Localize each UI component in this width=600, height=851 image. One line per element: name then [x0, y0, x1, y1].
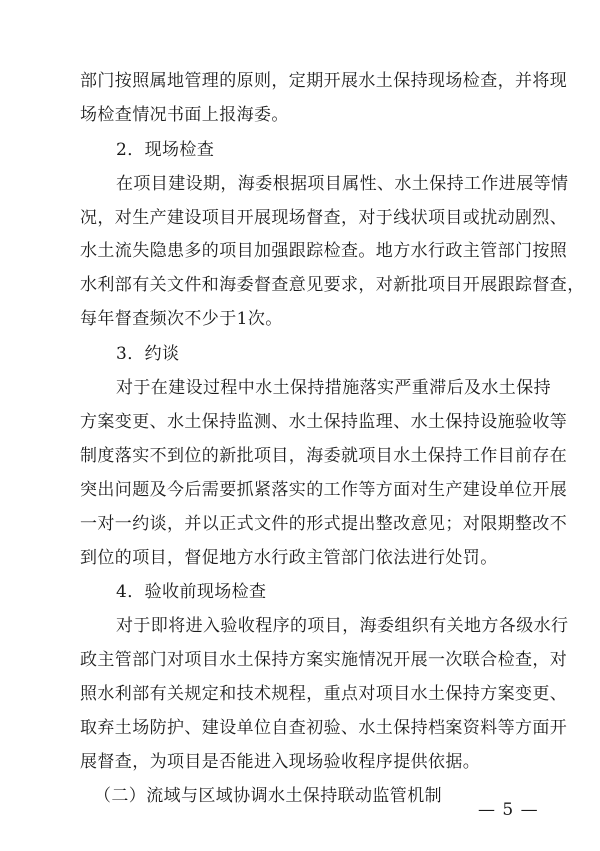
- subheading-pre-acceptance-inspection: 4．验收前现场检查: [116, 582, 267, 602]
- subheading-interview: 3．约谈: [116, 344, 180, 364]
- paragraph-line: 场检查情况书面上报海委。: [80, 105, 289, 125]
- paragraph-line: 对于即将进入验收程序的项目，海委组织有关地方各级水行: [116, 616, 569, 636]
- subheading-site-inspection: 2．现场检查: [116, 140, 215, 160]
- paragraph-line: 到位的项目，督促地方水行政主管部门依法进行处罚。: [80, 548, 498, 568]
- paragraph-line: 部门按照属地管理的原则，定期开展水土保持现场检查，并将现: [80, 71, 568, 91]
- paragraph-line: 对于在建设过程中水土保持措施落实严重滞后及水土保持: [116, 378, 551, 398]
- paragraph-line: 制度落实不到位的新批项目，海委就项目水土保持工作目前存在: [80, 446, 568, 466]
- paragraph-line: 方案变更、水土保持监测、水土保持监理、水土保持设施验收等: [80, 412, 568, 432]
- paragraph-line: 政主管部门对项目水土保持方案实施情况开展一次联合检查，对: [80, 650, 568, 670]
- paragraph-line: 每年督查频次不少于1次。: [80, 309, 283, 329]
- paragraph-line: 在项目建设期，海委根据项目属性、水土保持工作进展等情: [116, 174, 569, 194]
- paragraph-line: 水利部有关文件和海委督查意见要求，对新批项目开展跟踪督查，: [80, 275, 585, 295]
- page-number: — 5 —: [478, 800, 539, 820]
- paragraph-line: 况，对生产建设项目开展现场督查，对于线状项目或扰动剧烈、: [80, 208, 568, 228]
- paragraph-line: 取弃土场防护、建设单位自查初验、水土保持档案资料等方面开: [80, 718, 568, 738]
- paragraph-line: 照水利部有关规定和技术规程，重点对项目水土保持方案变更、: [80, 684, 568, 704]
- paragraph-line: 突出问题及今后需要抓紧落实的工作等方面对生产建设单位开展: [80, 480, 568, 500]
- section-heading: （二）流域与区域协调水土保持联动监管机制: [94, 786, 442, 806]
- paragraph-line: 水土流失隐患多的项目加强跟踪检查。地方水行政主管部门按照: [80, 241, 568, 261]
- paragraph-line: 展督查，为项目是否能进入现场验收程序提供依据。: [80, 752, 481, 772]
- paragraph-line: 一对一约谈，并以正式文件的形式提出整改意见；对限期整改不: [80, 514, 568, 534]
